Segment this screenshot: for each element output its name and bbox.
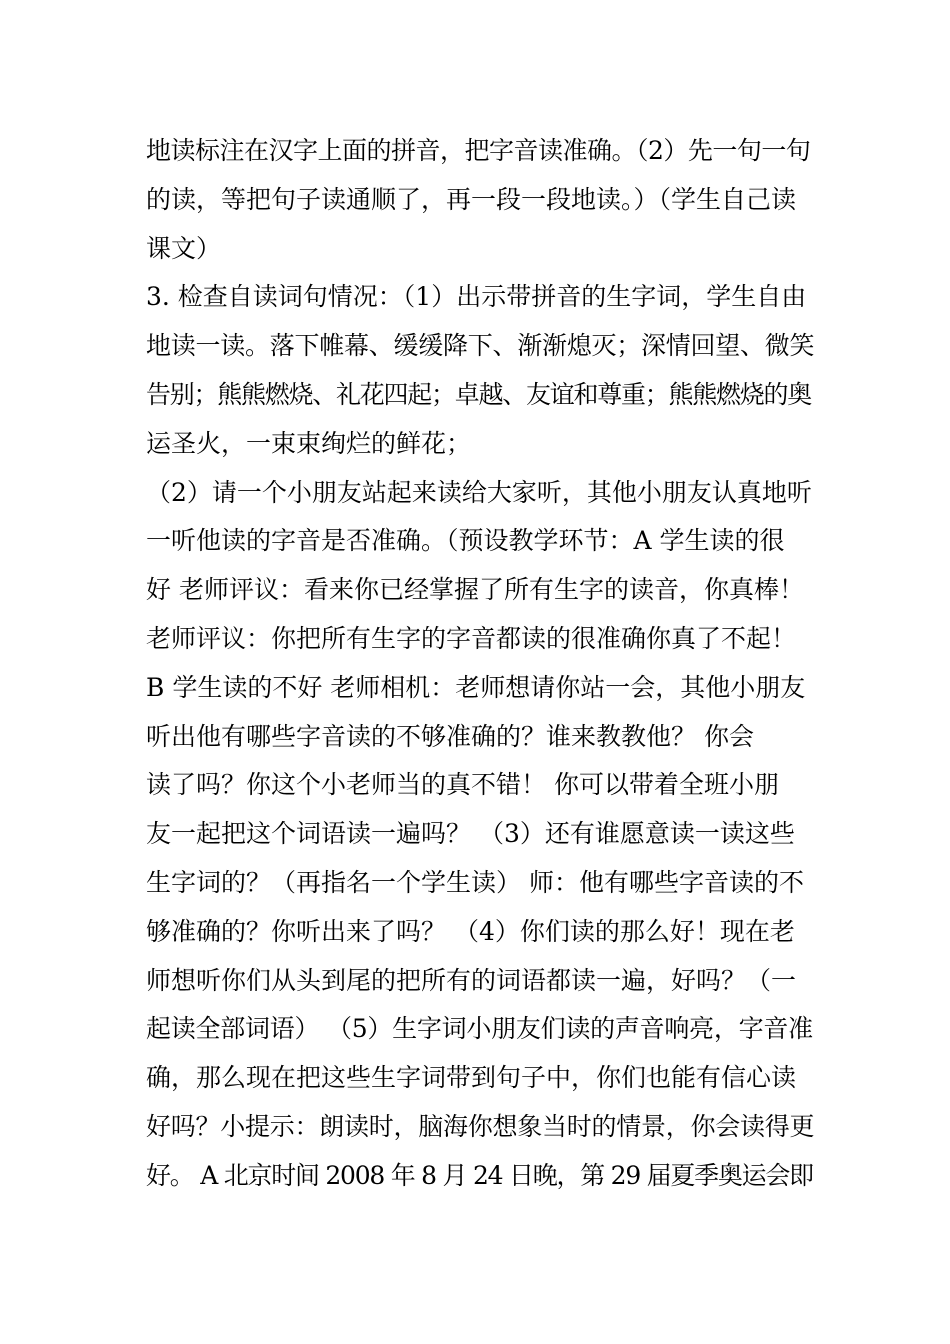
text-line: 起读全部词语） （5）生字词小朋友们读的声音响亮，字音准 (146, 1014, 813, 1044)
text-line: 3. 检查自读词句情况：（1）出示带拼音的生字词，学生自由 (146, 282, 807, 312)
text-line: 生字词的？（再指名一个学生读） 师：他有哪些字音读的不 (146, 867, 804, 897)
text-line: 够准确的？你听出来了吗？ （4）你们读的那么好！现在老 (146, 916, 795, 946)
text-line: 友一起把这个词语读一遍吗？ （3）还有谁愿意读一读这些 (146, 819, 795, 849)
text-line: 地读标注在汉字上面的拼音，把字音读准确。（2）先一句一句 (146, 136, 811, 165)
text-line: 地读一读。落下帷幕、缓缓降下、渐渐熄灭；深情回望、微笑 (146, 331, 815, 361)
text-line: 听出他有哪些字音读的不够准确的？谁来教教他？ 你会 (146, 721, 754, 751)
text-line: 运圣火，一束束绚烂的鲜花； (146, 428, 472, 458)
body-text (146, 127, 816, 1201)
text-line: 的读，等把句子读通顺了，再一段一段地读。）（学生自己读 (146, 184, 797, 214)
text-line: 读了吗？你这个小老师当的真不错！ 你可以带着全班小朋 (146, 770, 779, 800)
text-line: 好吗？小提示：朗读时，脑海你想象当时的情景，你会读得更 (146, 1111, 815, 1141)
text-line: 好。 A 北京时间 2008 年 8 月 24 日晚，第 29 届夏季奥运会即 (146, 1160, 813, 1190)
text-line: 老师评议：你把所有生字的字音都读的很准确你真了不起！ (146, 623, 797, 653)
text-line: 课文） (146, 233, 222, 263)
text-line: 确，那么现在把这些生字词带到句子中，你们也能有信心读 (146, 1063, 797, 1093)
text-line: （2）请一个小朋友站起来读给大家听，其他小朋友认真地听 (146, 477, 812, 507)
text-line: 告别；熊熊燃烧、礼花四起；卓越、友谊和尊重；熊熊燃烧的奥 (146, 379, 812, 409)
text-line: 师想听你们从头到尾的把所有的词语都读一遍，好吗？（一 (146, 965, 797, 995)
text-line: 好 老师评议：看来你已经掌握了所有生字的读音，你真棒！ (146, 575, 804, 605)
text-line: B 学生读的不好 老师相机：老师想请你站一会，其他小朋友 (146, 672, 806, 702)
text-line: 一听他读的字音是否准确。（预设教学环节：A 学生读的很 (146, 526, 785, 556)
